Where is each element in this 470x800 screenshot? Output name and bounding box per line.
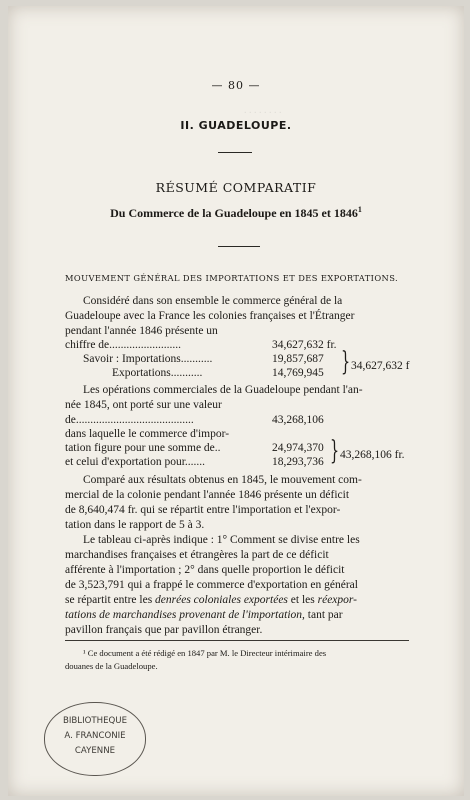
section-heading: II. GUADELOUPE. xyxy=(180,119,292,132)
para1-line1: Considéré dans son ensemble le commerce général de la xyxy=(83,295,343,307)
para4-line5-b: denrées coloniales exportées xyxy=(155,594,288,606)
document-page: . . . . . . . . — 80 — II. GUADELOUPE. RÉSUMÉ COMPARATIF Du Commerce de la Guadeloupe en 1845 et 1846$^1$ MOUVEMENT GÉNÉRAL DES IMPORTATIONS ET DES EXPORTATIONS. Considéré dans son ensemble le commerce général de la Guadeloupe avec la France les colonies françaises et l'Étranger pendant l'année 1846 présente un chiffre de......................... 34,627,632 fr. Savoir : Importations........... 19,857,687 Exportations........... 14,769,945 } 34,627,632 f Les opérations commerciales de la Guadeloupe pendant l'an- née 1845, ont porté sur une valeur de......................................... 43,268,106 dans laquelle le commerce d'impor- tation figure pour une somme de.. 24,974,370 et celui d'exportation pour....... 18,293,736 } 43,268,106 fr. Comparé aux résultats obtenus en 1845, le mouvement com- mercial de la colonie pendant l'année 1846 présente un déficit de 8,640,474 fr. qui se répartit entre l'importation et l'expor- tation dans le rapport de 5 à 3. Le tableau ci-après indique : 1° Comment se divise entre les marchandises françaises et étrangères la part de ce déficit afférente à l'importation ; 2° dans quelle proportion le déficit de 3,523,791 qui a frappé le commerce d'exportation en général se répartit entre les denrées coloniales exportées et les réexpor- tations de marchandises provenant de l'importation, tant par pavillon français que par pavillon étranger. ¹ Ce document a été rédigé en 1847 par M. le Directeur intérimaire des douanes de la Guadeloupe. BIBLIOTHEQUE A. FRANCONIE CAYENNE xyxy=(8,6,464,796)
para2-line4: dans laquelle le commerce d'impor- xyxy=(65,428,230,440)
para1-exp-value: 14,769,945 xyxy=(272,367,324,379)
para2-line6: et celui d'exportation pour....... xyxy=(65,456,206,468)
para1-line4: chiffre de......................... xyxy=(65,339,182,351)
para3-line2: mercial de la colonie pendant l'année 1846 présente un déficit xyxy=(65,489,350,501)
para1-brace: } xyxy=(341,347,351,377)
footnote-line1: ¹ Ce document a été rédigé en 1847 par M. le Directeur intérimaire des xyxy=(83,648,327,658)
para4-line6-a: tations de marchandises provenant de l'importation, xyxy=(65,609,305,621)
para2-total: 43,268,106 xyxy=(272,414,324,426)
para4-line1: Le tableau ci-après indique : 1° Comment se divise entre les xyxy=(83,534,360,546)
para4-line5-c: et les xyxy=(287,594,318,606)
para4-line5-d: réexpor- xyxy=(317,594,357,606)
para1-line3: pendant l'année 1846 présente un xyxy=(65,325,218,337)
para1-line2: Guadeloupe avec la France les colonies françaises et l'Étranger xyxy=(65,310,355,322)
subtitle-text: Du Commerce de la Guadeloupe en 1845 et 1846 xyxy=(110,206,358,220)
title-rule xyxy=(218,246,260,247)
footnote-rule xyxy=(65,640,409,641)
para2-line2: née 1845, ont porté sur une valeur xyxy=(65,399,222,411)
section-rule xyxy=(218,152,252,153)
page-number: — 80 — xyxy=(211,79,261,92)
para2-sum: 43,268,106 fr. xyxy=(340,449,405,461)
para4-line4: de 3,523,791 qui a frappé le commerce d'exportation en général xyxy=(65,579,358,591)
para1-imp-value: 19,857,687 xyxy=(272,353,324,365)
para4-line6-b: tant par xyxy=(304,609,343,621)
para1-exp-label: Exportations........... xyxy=(112,367,203,379)
footnote-ref: 1 xyxy=(357,205,362,214)
para4-line6 xyxy=(65,609,343,621)
para2-line1: Les opérations commerciales de la Guadeloupe pendant l'an- xyxy=(83,384,363,396)
para2-exp-value: 18,293,736 xyxy=(272,456,324,468)
page-subtitle xyxy=(8,205,464,221)
para4-line5 xyxy=(65,594,357,606)
page-title: RÉSUMÉ COMPARATIF xyxy=(155,180,317,195)
para2-line3: de......................................... xyxy=(65,414,194,426)
para2-brace: } xyxy=(330,436,340,466)
footnote-line2: douanes de la Guadeloupe. xyxy=(65,661,158,671)
para4-line7: pavillon français que par pavillon étranger. xyxy=(65,624,263,636)
para1-imp-label: Savoir : Importations........... xyxy=(83,353,213,365)
para1-sum: 34,627,632 f xyxy=(351,360,410,372)
stamp-line3: CAYENNE xyxy=(74,746,116,756)
para4-line3: afférente à l'importation ; 2° dans quelle proportion le déficit xyxy=(65,564,345,576)
para2-line5: tation figure pour une somme de.. xyxy=(65,442,221,454)
para3-line4: tation dans le rapport de 5 à 3. xyxy=(65,519,205,531)
para3-line3: de 8,640,474 fr. qui se répartit entre l'importation et l'expor- xyxy=(65,504,341,516)
movement-heading: MOUVEMENT GÉNÉRAL DES IMPORTATIONS ET DES EXPORTATIONS. xyxy=(65,273,399,283)
library-stamp xyxy=(44,702,146,776)
para2-imp-value: 24,974,370 xyxy=(272,442,324,454)
para4-line5-a: se répartit entre les xyxy=(65,594,156,606)
para3-line1: Comparé aux résultats obtenus en 1845, le mouvement com- xyxy=(83,474,362,486)
stamp-line1: BIBLIOTHEQUE xyxy=(62,716,128,726)
para1-total: 34,627,632 fr. xyxy=(272,339,337,351)
para4-line2: marchandises françaises et étrangères la part de ce déficit xyxy=(65,549,329,561)
stamp-line2: A. FRANCONIE xyxy=(64,731,126,741)
